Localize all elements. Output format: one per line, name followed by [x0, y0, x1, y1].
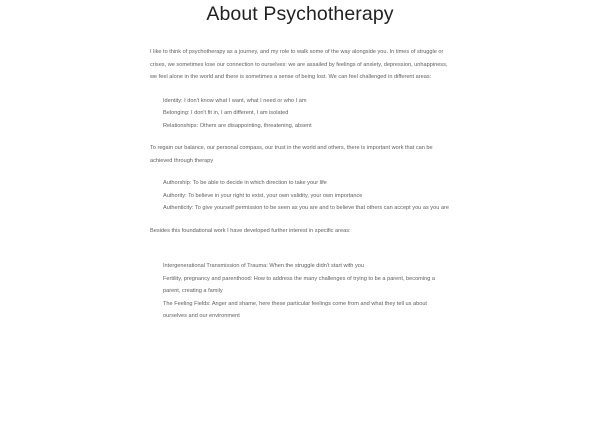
list-item: Fertility, pregnancy and parenthood: How to address the many challenges of trying to be a parent, becoming a parent, creating a family — [163, 275, 435, 294]
list-item: Belonging: I don't fit in, I am different, I am isolated — [163, 110, 289, 116]
list-item: Authenticity: To give yourself permission to be seen as you are and to believe that others can accept you as you are — [163, 205, 449, 211]
main-content — [150, 46, 450, 323]
list-item: Identity: I don't know what I want, what I need or who I am — [163, 97, 307, 104]
list-item: Authority: To believe in your right to exist, your own validity, your own importance — [163, 192, 363, 199]
page-title: About Psychotherapy — [206, 3, 394, 25]
list-item: The Feeling Fields: Anger and shame, here these particular feelings come from and what they tell us about ourselves and our environment — [163, 300, 427, 319]
challenges-list — [150, 95, 450, 133]
list-item: Intergenerational Transmission of Trauma: When the struggle didn't start with you — [163, 263, 364, 269]
goals-list — [150, 177, 450, 215]
intro-paragraph: I like to think of psychotherapy as a journey, and my role to walk some of the way alongside you. In times of struggle or crises, we sometimes lose our connection to ourselves: we are assailed by feelings of anxiety, depression, unhappiness, we feel alone in the world and there is sometimes a sense of being lost. We can feel challenged in different areas: — [150, 49, 448, 80]
regain-paragraph: To regain our balance, our personal compass, our trust in the world and others, there is important work that can be achieved through therapy — [150, 145, 433, 164]
list-item: Authorship: To be able to decide in which direction to take your life — [163, 180, 327, 186]
foundational-paragraph: Besides this foundational work I have developed further interest in specific areas: — [150, 227, 351, 234]
list-item: Relationships: Others are disappointing, threatening, absent — [163, 122, 312, 129]
interests-list — [150, 260, 450, 323]
